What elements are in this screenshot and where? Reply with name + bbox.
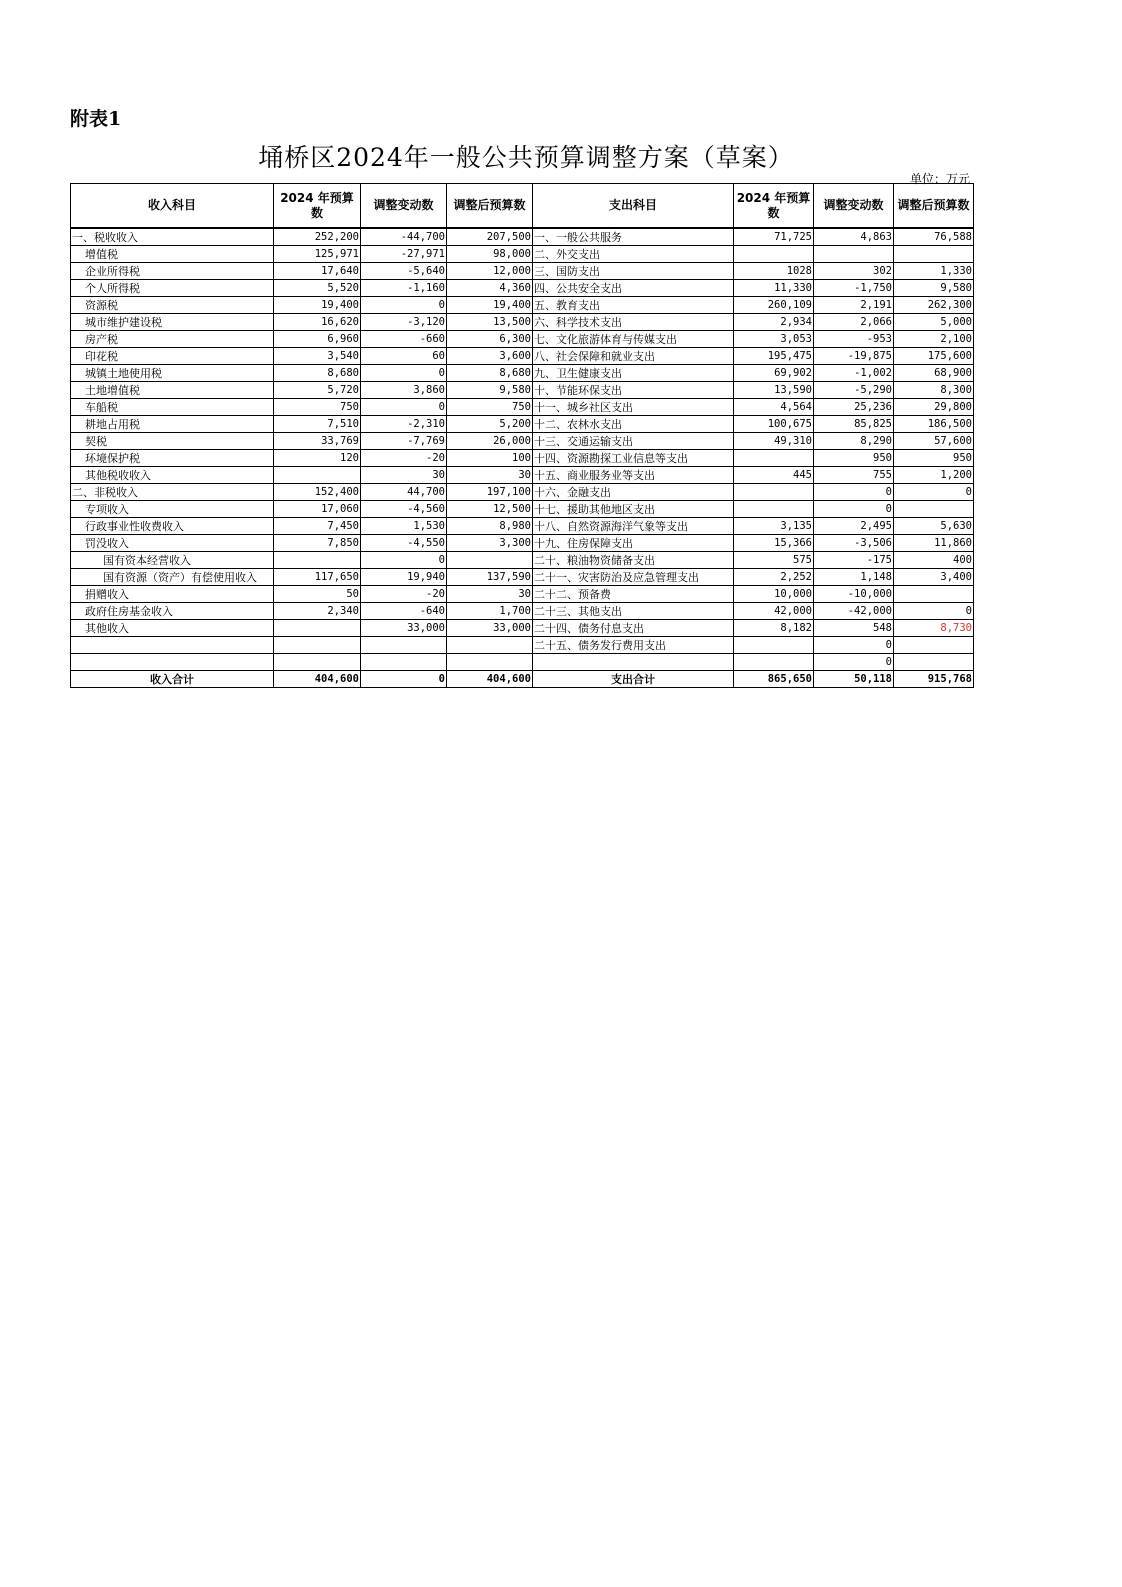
income-item-name: 城市维护建设税 (71, 314, 274, 331)
income-item-name: 二、非税收入 (71, 484, 274, 501)
budget-table (70, 183, 974, 688)
expense-budget-cell: 11,330 (734, 280, 814, 297)
expense-item-name: 十九、住房保障支出 (533, 535, 734, 552)
expense-item-name: 十八、自然资源海洋气象等支出 (533, 518, 734, 535)
expense-item-name (533, 654, 734, 671)
expense-change-cell: 0 (814, 501, 894, 518)
table-row (71, 484, 974, 501)
income-adjusted-cell (447, 552, 533, 569)
income-adjusted-cell: 9,580 (447, 382, 533, 399)
expense-total-label: 支出合计 (533, 671, 734, 688)
expense-change-cell: 548 (814, 620, 894, 637)
income-change-cell: 30 (361, 467, 447, 484)
income-item-name (71, 654, 274, 671)
income-budget-cell (274, 552, 361, 569)
expense-item-name: 二十、粮油物资储备支出 (533, 552, 734, 569)
income-budget-cell: 7,850 (274, 535, 361, 552)
income-item-name: 政府住房基金收入 (71, 603, 274, 620)
expense-budget-cell (734, 246, 814, 263)
expense-budget-cell: 260,109 (734, 297, 814, 314)
income-budget-cell: 50 (274, 586, 361, 603)
expense-change-cell: -10,000 (814, 586, 894, 603)
income-change-cell (361, 654, 447, 671)
expense-budget-cell: 2,252 (734, 569, 814, 586)
expense-adjusted-cell (894, 637, 974, 654)
table-row (71, 569, 974, 586)
expense-change-cell: -3,506 (814, 535, 894, 552)
expense-item-name: 二十二、预备费 (533, 586, 734, 603)
expense-adjusted-cell: 9,580 (894, 280, 974, 297)
expense-total-budget: 865,650 (734, 671, 814, 688)
income-item-name: 车船税 (71, 399, 274, 416)
income-adjusted-cell: 26,000 (447, 433, 533, 450)
col-header: 收入科目 (71, 184, 274, 229)
expense-adjusted-cell: 186,500 (894, 416, 974, 433)
col-header: 调整变动数 (814, 184, 894, 229)
expense-budget-cell: 4,564 (734, 399, 814, 416)
expense-change-cell: 0 (814, 637, 894, 654)
expense-adjusted-cell: 2,100 (894, 331, 974, 348)
expense-change-cell: -19,875 (814, 348, 894, 365)
income-budget-cell (274, 637, 361, 654)
income-item-name: 其他收入 (71, 620, 274, 637)
income-adjusted-cell: 3,300 (447, 535, 533, 552)
expense-adjusted-cell (894, 586, 974, 603)
table-row (71, 246, 974, 263)
income-change-cell: 19,940 (361, 569, 447, 586)
expense-budget-cell: 445 (734, 467, 814, 484)
income-item-name: 行政事业性收费收入 (71, 518, 274, 535)
income-adjusted-cell: 30 (447, 586, 533, 603)
expense-budget-cell: 195,475 (734, 348, 814, 365)
expense-adjusted-cell: 11,860 (894, 535, 974, 552)
expense-adjusted-cell: 175,600 (894, 348, 974, 365)
table-row (71, 654, 974, 671)
expense-change-cell: 0 (814, 654, 894, 671)
income-budget-cell: 19,400 (274, 297, 361, 314)
expense-budget-cell (734, 450, 814, 467)
income-change-cell: -640 (361, 603, 447, 620)
expense-item-name: 六、科学技术支出 (533, 314, 734, 331)
income-item-name: 城镇土地使用税 (71, 365, 274, 382)
income-budget-cell: 5,720 (274, 382, 361, 399)
table-row (71, 228, 974, 246)
expense-change-cell: 25,236 (814, 399, 894, 416)
expense-change-cell: -1,750 (814, 280, 894, 297)
table-row (71, 382, 974, 399)
table-row (71, 263, 974, 280)
table-row (71, 552, 974, 569)
income-item-name: 契税 (71, 433, 274, 450)
income-budget-cell: 750 (274, 399, 361, 416)
expense-item-name: 十二、农林水支出 (533, 416, 734, 433)
expense-adjusted-cell: 0 (894, 484, 974, 501)
income-change-cell: 0 (361, 297, 447, 314)
income-change-cell: 44,700 (361, 484, 447, 501)
expense-item-name: 十七、援助其他地区支出 (533, 501, 734, 518)
income-item-name: 印花税 (71, 348, 274, 365)
expense-budget-cell (734, 637, 814, 654)
expense-adjusted-cell: 262,300 (894, 297, 974, 314)
income-adjusted-cell: 750 (447, 399, 533, 416)
expense-change-cell: 8,290 (814, 433, 894, 450)
table-row (71, 416, 974, 433)
expense-budget-cell: 100,675 (734, 416, 814, 433)
income-item-name: 个人所得税 (71, 280, 274, 297)
expense-change-cell: -5,290 (814, 382, 894, 399)
expense-change-cell: -953 (814, 331, 894, 348)
table-row (71, 365, 974, 382)
income-budget-cell: 117,650 (274, 569, 361, 586)
table-row (71, 331, 974, 348)
expense-item-name: 十、节能环保支出 (533, 382, 734, 399)
table-row (71, 620, 974, 637)
income-total-budget: 404,600 (274, 671, 361, 688)
expense-adjusted-cell: 950 (894, 450, 974, 467)
expense-budget-cell: 69,902 (734, 365, 814, 382)
expense-item-name: 十六、金融支出 (533, 484, 734, 501)
col-header: 支出科目 (533, 184, 734, 229)
expense-item-name: 二十一、灾害防治及应急管理支出 (533, 569, 734, 586)
income-change-cell: -44,700 (361, 228, 447, 246)
income-change-cell: 1,530 (361, 518, 447, 535)
income-change-cell: 0 (361, 399, 447, 416)
expense-budget-cell: 49,310 (734, 433, 814, 450)
income-change-cell: 60 (361, 348, 447, 365)
income-item-name: 房产税 (71, 331, 274, 348)
expense-change-cell: -175 (814, 552, 894, 569)
income-item-name: 增值税 (71, 246, 274, 263)
income-change-cell: 33,000 (361, 620, 447, 637)
income-change-cell: -20 (361, 450, 447, 467)
col-header: 2024 年预算数 (274, 184, 361, 229)
table-header-row (71, 184, 974, 229)
expense-total-change: 50,118 (814, 671, 894, 688)
expense-item-name: 二十五、债务发行费用支出 (533, 637, 734, 654)
expense-budget-cell: 575 (734, 552, 814, 569)
income-adjusted-cell: 98,000 (447, 246, 533, 263)
income-item-name: 环境保护税 (71, 450, 274, 467)
table-row (71, 586, 974, 603)
expense-adjusted-cell: 5,000 (894, 314, 974, 331)
table-row (71, 399, 974, 416)
income-budget-cell: 2,340 (274, 603, 361, 620)
table-row (71, 603, 974, 620)
expense-change-cell: 4,863 (814, 228, 894, 246)
expense-change-cell (814, 246, 894, 263)
expense-adjusted-cell: 1,200 (894, 467, 974, 484)
expense-adjusted-cell (894, 501, 974, 518)
income-budget-cell: 5,520 (274, 280, 361, 297)
income-item-name: 其他税收收入 (71, 467, 274, 484)
expense-item-name: 四、公共安全支出 (533, 280, 734, 297)
col-header: 调整后预算数 (447, 184, 533, 229)
income-budget-cell: 16,620 (274, 314, 361, 331)
income-adjusted-cell: 1,700 (447, 603, 533, 620)
expense-change-cell: 755 (814, 467, 894, 484)
table-row (71, 637, 974, 654)
expense-item-name: 三、国防支出 (533, 263, 734, 280)
income-budget-cell: 17,640 (274, 263, 361, 280)
expense-budget-cell: 10,000 (734, 586, 814, 603)
expense-budget-cell: 2,934 (734, 314, 814, 331)
income-change-cell: -5,640 (361, 263, 447, 280)
income-change-cell: -1,160 (361, 280, 447, 297)
income-total-change: 0 (361, 671, 447, 688)
income-adjusted-cell (447, 654, 533, 671)
totals-row (71, 671, 974, 688)
expense-budget-cell (734, 484, 814, 501)
expense-change-cell: 1,148 (814, 569, 894, 586)
expense-adjusted-cell (894, 654, 974, 671)
expense-budget-cell: 3,053 (734, 331, 814, 348)
income-item-name: 罚没收入 (71, 535, 274, 552)
table-row (71, 280, 974, 297)
table-row (71, 518, 974, 535)
income-item-name: 一、税收收入 (71, 228, 274, 246)
expense-item-name: 一、一般公共服务 (533, 228, 734, 246)
col-header: 调整后预算数 (894, 184, 974, 229)
income-total-adjusted: 404,600 (447, 671, 533, 688)
expense-item-name: 二、外交支出 (533, 246, 734, 263)
income-change-cell: -7,769 (361, 433, 447, 450)
income-adjusted-cell: 33,000 (447, 620, 533, 637)
expense-item-name: 十四、资源勘探工业信息等支出 (533, 450, 734, 467)
income-adjusted-cell: 13,500 (447, 314, 533, 331)
income-budget-cell: 7,450 (274, 518, 361, 535)
table-row (71, 314, 974, 331)
document-title: 埇桥区2024年一般公共预算调整方案（草案） (258, 143, 794, 172)
expense-change-cell: -42,000 (814, 603, 894, 620)
income-change-cell: -2,310 (361, 416, 447, 433)
expense-item-name: 五、教育支出 (533, 297, 734, 314)
income-item-name: 捐赠收入 (71, 586, 274, 603)
income-item-name: 国有资源（资产）有偿使用收入 (71, 569, 274, 586)
income-adjusted-cell: 12,000 (447, 263, 533, 280)
income-item-name: 国有资本经营收入 (71, 552, 274, 569)
expense-adjusted-cell (894, 246, 974, 263)
expense-budget-cell (734, 654, 814, 671)
expense-adjusted-cell: 400 (894, 552, 974, 569)
expense-change-cell: 85,825 (814, 416, 894, 433)
table-row (71, 535, 974, 552)
income-adjusted-cell (447, 637, 533, 654)
income-change-cell: 0 (361, 552, 447, 569)
expense-item-name: 十一、城乡社区支出 (533, 399, 734, 416)
income-change-cell: -4,550 (361, 535, 447, 552)
income-adjusted-cell: 6,300 (447, 331, 533, 348)
income-item-name: 耕地占用税 (71, 416, 274, 433)
expense-adjusted-cell: 8,730 (894, 620, 974, 637)
expense-adjusted-cell: 0 (894, 603, 974, 620)
expense-budget-cell: 8,182 (734, 620, 814, 637)
income-adjusted-cell: 4,360 (447, 280, 533, 297)
income-budget-cell (274, 620, 361, 637)
table-row (71, 501, 974, 518)
income-adjusted-cell: 3,600 (447, 348, 533, 365)
expense-total-adjusted: 915,768 (894, 671, 974, 688)
income-adjusted-cell: 12,500 (447, 501, 533, 518)
table-row (71, 297, 974, 314)
income-item-name: 专项收入 (71, 501, 274, 518)
income-budget-cell: 8,680 (274, 365, 361, 382)
expense-change-cell: 302 (814, 263, 894, 280)
income-budget-cell (274, 654, 361, 671)
expense-item-name: 十三、交通运输支出 (533, 433, 734, 450)
income-adjusted-cell: 8,680 (447, 365, 533, 382)
table-row (71, 433, 974, 450)
income-change-cell: -27,971 (361, 246, 447, 263)
expense-change-cell: 950 (814, 450, 894, 467)
income-budget-cell: 125,971 (274, 246, 361, 263)
expense-adjusted-cell: 3,400 (894, 569, 974, 586)
expense-change-cell: 0 (814, 484, 894, 501)
income-budget-cell: 33,769 (274, 433, 361, 450)
expense-change-cell: 2,191 (814, 297, 894, 314)
income-budget-cell (274, 467, 361, 484)
income-change-cell: 0 (361, 365, 447, 382)
expense-budget-cell: 3,135 (734, 518, 814, 535)
appendix-label: 附表1 (70, 108, 122, 130)
expense-adjusted-cell: 68,900 (894, 365, 974, 382)
income-budget-cell: 252,200 (274, 228, 361, 246)
income-budget-cell: 7,510 (274, 416, 361, 433)
expense-item-name: 十五、商业服务业等支出 (533, 467, 734, 484)
expense-item-name: 二十三、其他支出 (533, 603, 734, 620)
income-item-name: 企业所得税 (71, 263, 274, 280)
expense-adjusted-cell: 5,630 (894, 518, 974, 535)
expense-adjusted-cell: 1,330 (894, 263, 974, 280)
income-change-cell: -20 (361, 586, 447, 603)
expense-adjusted-cell: 29,800 (894, 399, 974, 416)
expense-budget-cell (734, 501, 814, 518)
income-adjusted-cell: 19,400 (447, 297, 533, 314)
income-item-name: 资源税 (71, 297, 274, 314)
expense-change-cell: -1,002 (814, 365, 894, 382)
income-adjusted-cell: 8,980 (447, 518, 533, 535)
income-adjusted-cell: 197,100 (447, 484, 533, 501)
expense-item-name: 八、社会保障和就业支出 (533, 348, 734, 365)
income-budget-cell: 120 (274, 450, 361, 467)
income-adjusted-cell: 30 (447, 467, 533, 484)
income-change-cell: -4,560 (361, 501, 447, 518)
col-header: 2024 年预算数 (734, 184, 814, 229)
table-row (71, 467, 974, 484)
expense-item-name: 七、文化旅游体育与传媒支出 (533, 331, 734, 348)
expense-budget-cell: 15,366 (734, 535, 814, 552)
expense-item-name: 九、卫生健康支出 (533, 365, 734, 382)
income-budget-cell: 6,960 (274, 331, 361, 348)
expense-adjusted-cell: 76,588 (894, 228, 974, 246)
income-item-name (71, 637, 274, 654)
income-change-cell: -3,120 (361, 314, 447, 331)
expense-budget-cell: 1028 (734, 263, 814, 280)
income-budget-cell: 17,060 (274, 501, 361, 518)
expense-change-cell: 2,495 (814, 518, 894, 535)
expense-change-cell: 2,066 (814, 314, 894, 331)
income-change-cell (361, 637, 447, 654)
table-row (71, 450, 974, 467)
income-total-label: 收入合计 (71, 671, 274, 688)
expense-item-name: 二十四、债务付息支出 (533, 620, 734, 637)
income-change-cell: 3,860 (361, 382, 447, 399)
income-change-cell: -660 (361, 331, 447, 348)
income-adjusted-cell: 207,500 (447, 228, 533, 246)
expense-adjusted-cell: 57,600 (894, 433, 974, 450)
income-budget-cell: 3,540 (274, 348, 361, 365)
income-adjusted-cell: 5,200 (447, 416, 533, 433)
income-adjusted-cell: 100 (447, 450, 533, 467)
expense-budget-cell: 71,725 (734, 228, 814, 246)
expense-budget-cell: 13,590 (734, 382, 814, 399)
income-item-name: 土地增值税 (71, 382, 274, 399)
income-adjusted-cell: 137,590 (447, 569, 533, 586)
expense-adjusted-cell: 8,300 (894, 382, 974, 399)
col-header: 调整变动数 (361, 184, 447, 229)
table-row (71, 348, 974, 365)
expense-budget-cell: 42,000 (734, 603, 814, 620)
income-budget-cell: 152,400 (274, 484, 361, 501)
unit-label: 单位：万元 (909, 172, 970, 186)
